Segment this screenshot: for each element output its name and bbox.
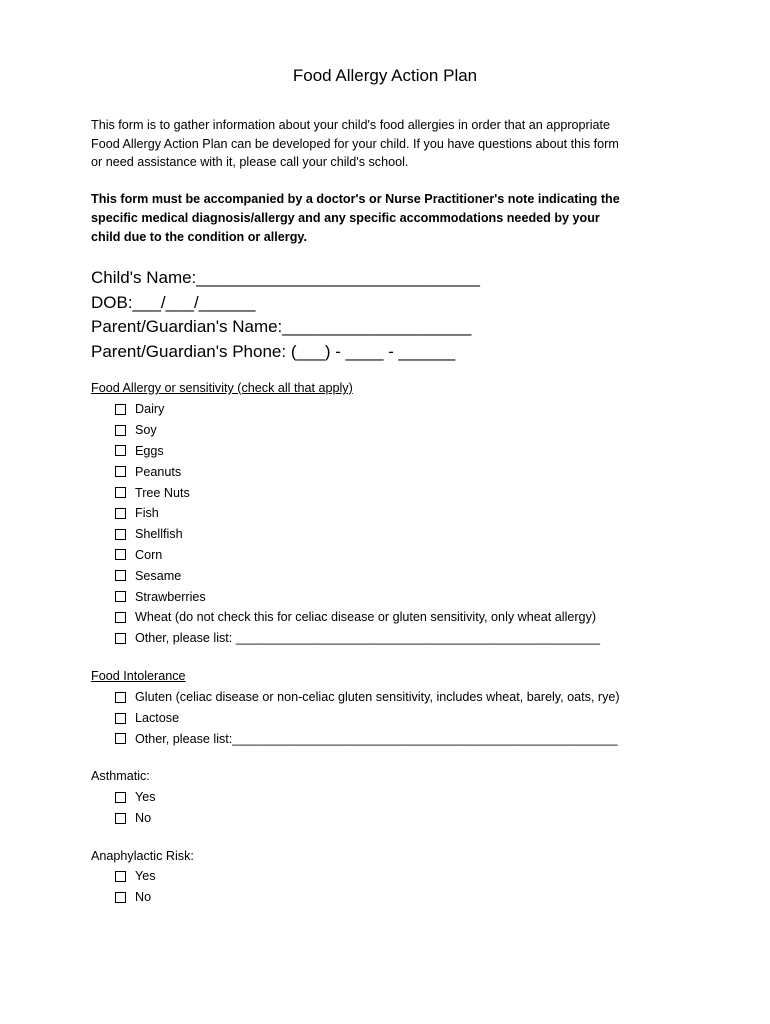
checkbox[interactable] <box>115 591 126 602</box>
option-label: Sesame <box>135 568 182 583</box>
checkbox[interactable] <box>115 570 126 581</box>
page-title: Food Allergy Action Plan <box>292 66 478 85</box>
allergy-option-shellfish[interactable] <box>115 524 600 545</box>
intolerance-option-lactose[interactable] <box>115 708 620 729</box>
anaphylactic-options <box>115 866 156 908</box>
intro-line: This form is to gather information about your child's food allergies in order that an appropriate <box>91 118 611 132</box>
parent-name-field[interactable]: Parent/Guardian's Name:____________________ <box>91 317 472 336</box>
option-label: Fish <box>135 506 159 521</box>
checkbox[interactable] <box>115 692 126 703</box>
checkbox[interactable] <box>115 466 126 477</box>
allergy-option-corn[interactable] <box>115 545 600 566</box>
intolerance-option-gluten[interactable] <box>115 687 620 708</box>
option-label: No <box>135 890 152 905</box>
checkbox[interactable] <box>115 425 126 436</box>
allergy-option-sesame[interactable] <box>115 565 600 586</box>
intro-paragraph <box>91 116 691 172</box>
intolerance-options <box>115 687 620 749</box>
option-label: Shellfish <box>135 527 183 542</box>
allergy-section-heading: Food Allergy or sensitivity (check all that apply) <box>91 381 353 395</box>
allergy-option-other[interactable] <box>115 628 600 649</box>
allergy-option-eggs[interactable] <box>115 441 600 462</box>
notice-line: child due to the condition or allergy. <box>91 230 307 244</box>
asthmatic-options <box>115 787 156 829</box>
child-name-field[interactable]: Child's Name:______________________________ <box>91 268 480 287</box>
option-label: Gluten (celiac disease or non-celiac gluten sensitivity, includes wheat, barely, oats, rye) <box>135 690 620 705</box>
intro-line: Food Allergy Action Plan can be developed for your child. If you have questions about this form <box>91 136 619 151</box>
option-label: Yes <box>135 869 156 884</box>
checkbox[interactable] <box>115 487 126 498</box>
intro-line: or need assistance with it, please call your child's school. <box>91 155 409 169</box>
doctor-note-notice <box>91 190 691 247</box>
checkbox[interactable] <box>115 633 126 644</box>
option-label: Yes <box>135 790 156 805</box>
option-label: Strawberries <box>135 589 206 604</box>
allergy-options <box>115 399 600 649</box>
checkbox[interactable] <box>115 713 126 724</box>
allergy-option-tree-nuts[interactable] <box>115 482 600 503</box>
contact-fields <box>91 266 731 364</box>
anaphylactic-option-no[interactable] <box>115 887 156 908</box>
parent-phone-field[interactable]: Parent/Guardian's Phone: (___) - ____ - ______ <box>91 341 456 361</box>
allergy-option-wheat[interactable] <box>115 607 600 628</box>
checkbox[interactable] <box>115 445 126 456</box>
option-label: Tree Nuts <box>135 485 190 500</box>
option-label: Other, please list: ____________________________________________________ <box>135 631 601 646</box>
allergy-option-soy[interactable] <box>115 420 600 441</box>
checkbox[interactable] <box>115 508 126 519</box>
option-label: Lactose <box>135 711 180 726</box>
asthmatic-option-yes[interactable] <box>115 787 156 808</box>
option-label: No <box>135 811 152 826</box>
checkbox[interactable] <box>115 792 126 803</box>
checkbox[interactable] <box>115 813 126 824</box>
allergy-option-fish[interactable] <box>115 503 600 524</box>
checkbox[interactable] <box>115 733 126 744</box>
dob-field[interactable]: DOB:___/___/______ <box>91 292 256 312</box>
intolerance-option-other[interactable] <box>115 729 620 750</box>
asthmatic-option-no[interactable] <box>115 808 156 829</box>
anaphylactic-option-yes[interactable] <box>115 866 156 887</box>
allergy-option-peanuts[interactable] <box>115 461 600 482</box>
option-label: Soy <box>135 423 157 438</box>
option-label: Eggs <box>135 443 164 458</box>
option-label: Dairy <box>135 402 165 417</box>
anaphylactic-section-heading: Anaphylactic Risk: <box>91 849 194 863</box>
notice-line: This form must be accompanied by a doctor's or Nurse Practitioner's note indicating the <box>91 192 620 206</box>
option-label: Other, please list:_______________________________________________________ <box>135 731 618 746</box>
intolerance-section-heading: Food Intolerance <box>91 669 186 683</box>
checkbox[interactable] <box>115 404 126 415</box>
option-label: Peanuts <box>135 464 182 479</box>
checkbox[interactable] <box>115 612 126 623</box>
option-label: Wheat (do not check this for celiac disease or gluten sensitivity, only wheat allergy) <box>135 610 597 625</box>
option-label: Corn <box>135 547 163 562</box>
checkbox[interactable] <box>115 549 126 560</box>
checkbox[interactable] <box>115 871 126 882</box>
checkbox[interactable] <box>115 529 126 540</box>
allergy-option-dairy[interactable] <box>115 399 600 420</box>
notice-line: specific medical diagnosis/allergy and any specific accommodations needed by your <box>91 211 600 225</box>
checkbox[interactable] <box>115 892 126 903</box>
asthmatic-section-heading: Asthmatic: <box>91 769 150 783</box>
allergy-option-strawberries[interactable] <box>115 586 600 607</box>
